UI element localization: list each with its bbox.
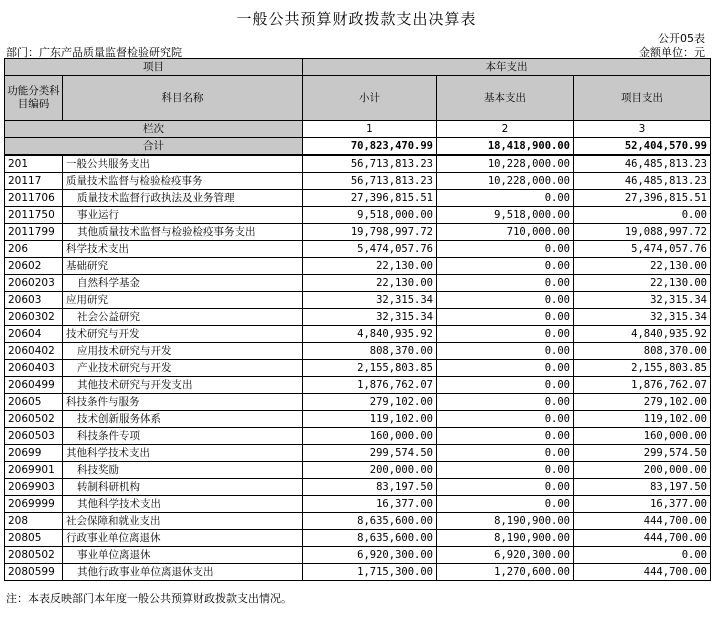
row-basic: 0.00	[437, 326, 574, 343]
table-row	[5, 547, 711, 564]
row-project: 444,700.00	[574, 530, 711, 547]
table-row	[5, 326, 711, 343]
row-name: 行政事业单位离退休	[63, 530, 303, 547]
row-code: 20605	[5, 394, 63, 411]
col-index-1: 1	[303, 121, 437, 138]
total-subtotal: 70,823,470.99	[303, 138, 437, 156]
header-subject-name: 科目名称	[63, 76, 303, 121]
row-basic: 0.00	[437, 360, 574, 377]
table-row	[5, 343, 711, 360]
row-subtotal: 6,920,300.00	[303, 547, 437, 564]
page-title: 一般公共预算财政拨款支出决算表	[236, 10, 477, 28]
row-code: 206	[5, 241, 63, 258]
footnote: 注：本表反映部门本年度一般公共预算财政拨款支出情况。	[6, 592, 292, 605]
header-current-year-expense: 本年支出	[303, 59, 711, 76]
row-project: 83,197.50	[574, 479, 711, 496]
row-name: 科技奖励	[63, 462, 303, 479]
row-code: 2060203	[5, 275, 63, 292]
table-row	[5, 445, 711, 462]
row-code: 20117	[5, 173, 63, 190]
row-name: 产业技术研究与开发	[63, 360, 303, 377]
row-name: 社会保障和就业支出	[63, 513, 303, 530]
row-name: 自然科学基金	[63, 275, 303, 292]
row-code: 2011706	[5, 190, 63, 207]
row-name: 转制科研机构	[63, 479, 303, 496]
row-basic: 710,000.00	[437, 224, 574, 241]
row-project: 16,377.00	[574, 496, 711, 513]
table-row	[5, 496, 711, 513]
row-project: 4,840,935.92	[574, 326, 711, 343]
row-basic: 10,228,000.00	[437, 155, 574, 173]
row-name: 科技条件与服务	[63, 394, 303, 411]
row-basic: 0.00	[437, 411, 574, 428]
total-project: 52,404,570.99	[574, 138, 711, 156]
row-name: 事业运行	[63, 207, 303, 224]
row-code: 2080502	[5, 547, 63, 564]
department-label: 部门：广东产品质量监督检验研究院	[6, 46, 182, 59]
row-name: 其他科学技术支出	[63, 445, 303, 462]
row-project: 46,485,813.23	[574, 173, 711, 190]
header-basic: 基本支出	[437, 76, 574, 121]
row-subtotal: 19,798,997.72	[303, 224, 437, 241]
table-code: 公开05表	[658, 32, 705, 45]
row-project: 0.00	[574, 547, 711, 564]
row-name: 基础研究	[63, 258, 303, 275]
row-code: 2060502	[5, 411, 63, 428]
row-subtotal: 279,102.00	[303, 394, 437, 411]
row-project: 808,370.00	[574, 343, 711, 360]
row-name: 质量技术监督与检验检疫事务	[63, 173, 303, 190]
table-row	[5, 224, 711, 241]
table-row	[5, 377, 711, 394]
row-basic: 0.00	[437, 394, 574, 411]
row-basic: 0.00	[437, 241, 574, 258]
row-subtotal: 8,635,600.00	[303, 530, 437, 547]
row-code: 20699	[5, 445, 63, 462]
row-project: 2,155,803.85	[574, 360, 711, 377]
table-row	[5, 462, 711, 479]
row-project: 444,700.00	[574, 513, 711, 530]
row-project: 22,130.00	[574, 258, 711, 275]
row-name: 技术研究与开发	[63, 326, 303, 343]
row-project: 32,315.34	[574, 292, 711, 309]
header-subtotal: 小计	[303, 76, 437, 121]
row-code: 2060403	[5, 360, 63, 377]
table-row	[5, 411, 711, 428]
row-code: 2060499	[5, 377, 63, 394]
row-subtotal: 16,377.00	[303, 496, 437, 513]
header-item: 项目	[5, 59, 303, 76]
row-basic: 1,270,600.00	[437, 564, 574, 581]
row-code: 20602	[5, 258, 63, 275]
row-code: 2060402	[5, 343, 63, 360]
row-name: 技术创新服务体系	[63, 411, 303, 428]
row-project: 160,000.00	[574, 428, 711, 445]
row-name: 应用技术研究与开发	[63, 343, 303, 360]
row-basic: 0.00	[437, 275, 574, 292]
row-subtotal: 9,518,000.00	[303, 207, 437, 224]
row-project: 32,315.34	[574, 309, 711, 326]
table-row	[5, 360, 711, 377]
row-basic: 0.00	[437, 479, 574, 496]
row-name: 其他质量技术监督与检验检疫事务支出	[63, 224, 303, 241]
row-name: 应用研究	[63, 292, 303, 309]
row-name: 其他行政事业单位离退休支出	[63, 564, 303, 581]
row-subtotal: 119,102.00	[303, 411, 437, 428]
table-row	[5, 173, 711, 190]
table-row	[5, 428, 711, 445]
row-subtotal: 160,000.00	[303, 428, 437, 445]
row-code: 2069999	[5, 496, 63, 513]
table-row	[5, 292, 711, 309]
row-name: 其他科学技术支出	[63, 496, 303, 513]
row-subtotal: 56,713,813.23	[303, 173, 437, 190]
row-basic: 0.00	[437, 462, 574, 479]
row-name: 其他技术研究与开发支出	[63, 377, 303, 394]
row-basic: 8,190,900.00	[437, 530, 574, 547]
row-subtotal: 4,840,935.92	[303, 326, 437, 343]
row-basic: 0.00	[437, 343, 574, 360]
expense-table	[4, 58, 711, 581]
row-project: 46,485,813.23	[574, 155, 711, 173]
row-project: 279,102.00	[574, 394, 711, 411]
row-code: 2069901	[5, 462, 63, 479]
row-subtotal: 1,876,762.07	[303, 377, 437, 394]
row-basic: 10,228,000.00	[437, 173, 574, 190]
row-code: 208	[5, 513, 63, 530]
row-project: 0.00	[574, 207, 711, 224]
row-code: 2060503	[5, 428, 63, 445]
row-subtotal: 32,315.34	[303, 292, 437, 309]
row-subtotal: 27,396,815.51	[303, 190, 437, 207]
total-basic: 18,418,900.00	[437, 138, 574, 156]
table-row	[5, 241, 711, 258]
row-basic: 0.00	[437, 258, 574, 275]
row-subtotal: 1,715,300.00	[303, 564, 437, 581]
row-basic: 0.00	[437, 309, 574, 326]
row-code: 201	[5, 155, 63, 173]
table-row	[5, 258, 711, 275]
row-code: 2011750	[5, 207, 63, 224]
row-subtotal: 32,315.34	[303, 309, 437, 326]
row-project: 5,474,057.76	[574, 241, 711, 258]
row-basic: 6,920,300.00	[437, 547, 574, 564]
row-project: 299,574.50	[574, 445, 711, 462]
row-project: 1,876,762.07	[574, 377, 711, 394]
row-name: 事业单位离退休	[63, 547, 303, 564]
row-name: 科学技术支出	[63, 241, 303, 258]
row-project: 200,000.00	[574, 462, 711, 479]
row-subtotal: 8,635,600.00	[303, 513, 437, 530]
row-project: 22,130.00	[574, 275, 711, 292]
table-row	[5, 479, 711, 496]
row-name: 质量技术监督行政执法及业务管理	[63, 190, 303, 207]
table-row	[5, 275, 711, 292]
row-subtotal: 808,370.00	[303, 343, 437, 360]
row-subtotal: 83,197.50	[303, 479, 437, 496]
row-subtotal: 2,155,803.85	[303, 360, 437, 377]
table-row	[5, 309, 711, 326]
row-basic: 0.00	[437, 445, 574, 462]
table-row	[5, 155, 711, 173]
col-index-2: 2	[437, 121, 574, 138]
table-row	[5, 190, 711, 207]
row-subtotal: 5,474,057.76	[303, 241, 437, 258]
row-basic: 0.00	[437, 496, 574, 513]
row-project: 119,102.00	[574, 411, 711, 428]
row-basic: 8,190,900.00	[437, 513, 574, 530]
row-project: 444,700.00	[574, 564, 711, 581]
row-subtotal: 22,130.00	[303, 275, 437, 292]
row-basic: 0.00	[437, 190, 574, 207]
unit-label: 金额单位：元	[639, 46, 705, 59]
header-column-index: 栏次	[5, 121, 303, 138]
header-project: 项目支出	[574, 76, 711, 121]
row-subtotal: 56,713,813.23	[303, 155, 437, 173]
row-code: 2069903	[5, 479, 63, 496]
table-row	[5, 530, 711, 547]
row-name: 科技条件专项	[63, 428, 303, 445]
row-code: 20603	[5, 292, 63, 309]
row-subtotal: 200,000.00	[303, 462, 437, 479]
row-name: 社会公益研究	[63, 309, 303, 326]
row-code: 20604	[5, 326, 63, 343]
row-subtotal: 299,574.50	[303, 445, 437, 462]
row-basic: 9,518,000.00	[437, 207, 574, 224]
row-project: 27,396,815.51	[574, 190, 711, 207]
row-subtotal: 22,130.00	[303, 258, 437, 275]
table-row	[5, 207, 711, 224]
row-code: 2080599	[5, 564, 63, 581]
row-code: 20805	[5, 530, 63, 547]
row-code: 2011799	[5, 224, 63, 241]
row-name: 一般公共服务支出	[63, 155, 303, 173]
col-index-3: 3	[574, 121, 711, 138]
row-basic: 0.00	[437, 377, 574, 394]
total-label: 合计	[5, 138, 303, 156]
table-row	[5, 394, 711, 411]
row-basic: 0.00	[437, 428, 574, 445]
row-basic: 0.00	[437, 292, 574, 309]
row-project: 19,088,997.72	[574, 224, 711, 241]
table-row	[5, 513, 711, 530]
table-row	[5, 564, 711, 581]
row-code: 2060302	[5, 309, 63, 326]
header-func-code: 功能分类科目编码	[5, 76, 63, 121]
